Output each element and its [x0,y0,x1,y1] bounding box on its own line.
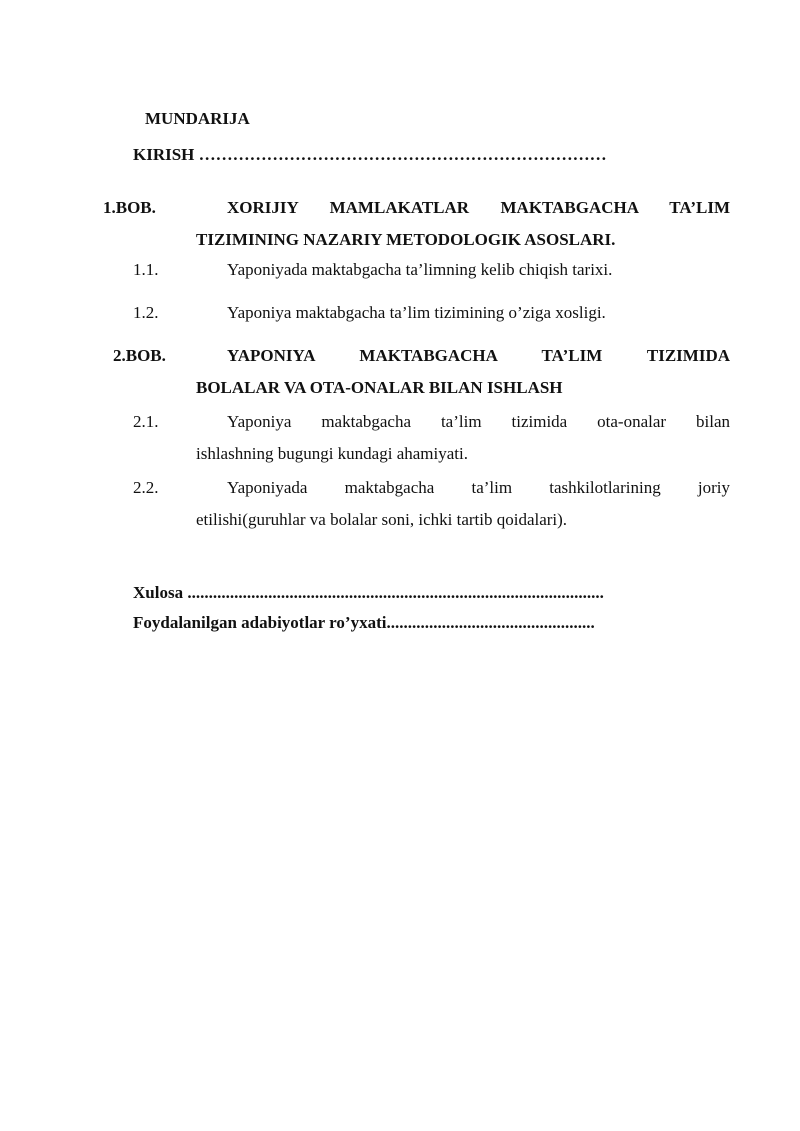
toc-heading: MUNDARIJA [145,109,250,128]
section-1-1-number: 1.1. [133,260,159,279]
section-2-1-title-line2: ishlashning bugungi kundagi ahamiyati. [196,444,468,463]
section-2-2-title-line2: etilishi(guruhlar va bolalar soni, ichki tartib qoidalari). [196,510,568,529]
section-1-2-number: 1.2. [133,303,159,322]
section-2-2-number: 2.2. [133,478,159,497]
section-2-1-number: 2.1. [133,412,159,431]
chapter-1-number: 1.BOB. [103,198,156,217]
chapter-2-title-line2: BOLALAR VA OTA-ONALAR BILAN ISHLASH [196,378,563,397]
chapter-2-title-line1: YAPONIYA MAKTABGACHA TA’LIM TIZIMIDA [227,346,730,365]
chapter-2-number: 2.BOB. [113,346,166,365]
chapter-1-title-line1: XORIJIY MAMLAKATLAR MAKTABGACHA TA’LIM [227,198,730,217]
toc-references-entry: Foydalanilgan adabiyotlar ro’yxati................................................. [133,613,595,632]
chapter-1-title-line2: TIZIMINING NAZARIY METODOLOGIK ASOSLARI. [196,230,616,249]
toc-intro-entry: KIRISH ……………………………………………………………… [133,145,607,164]
section-1-1-title: Yaponiyada maktabgacha ta’limning kelib chiqish tarixi. [227,260,613,279]
section-1-2-title: Yaponiya maktabgacha ta’lim tizimining o’ziga xosligi. [227,303,606,322]
toc-conclusion-entry: Xulosa .................................................................................................. [133,583,604,602]
section-2-2-title-line1: Yaponiyada maktabgacha ta’lim tashkilotlarining joriy [227,478,730,497]
section-2-1-title-line1: Yaponiya maktabgacha ta’lim tizimida ota-onalar bilan [227,412,730,431]
